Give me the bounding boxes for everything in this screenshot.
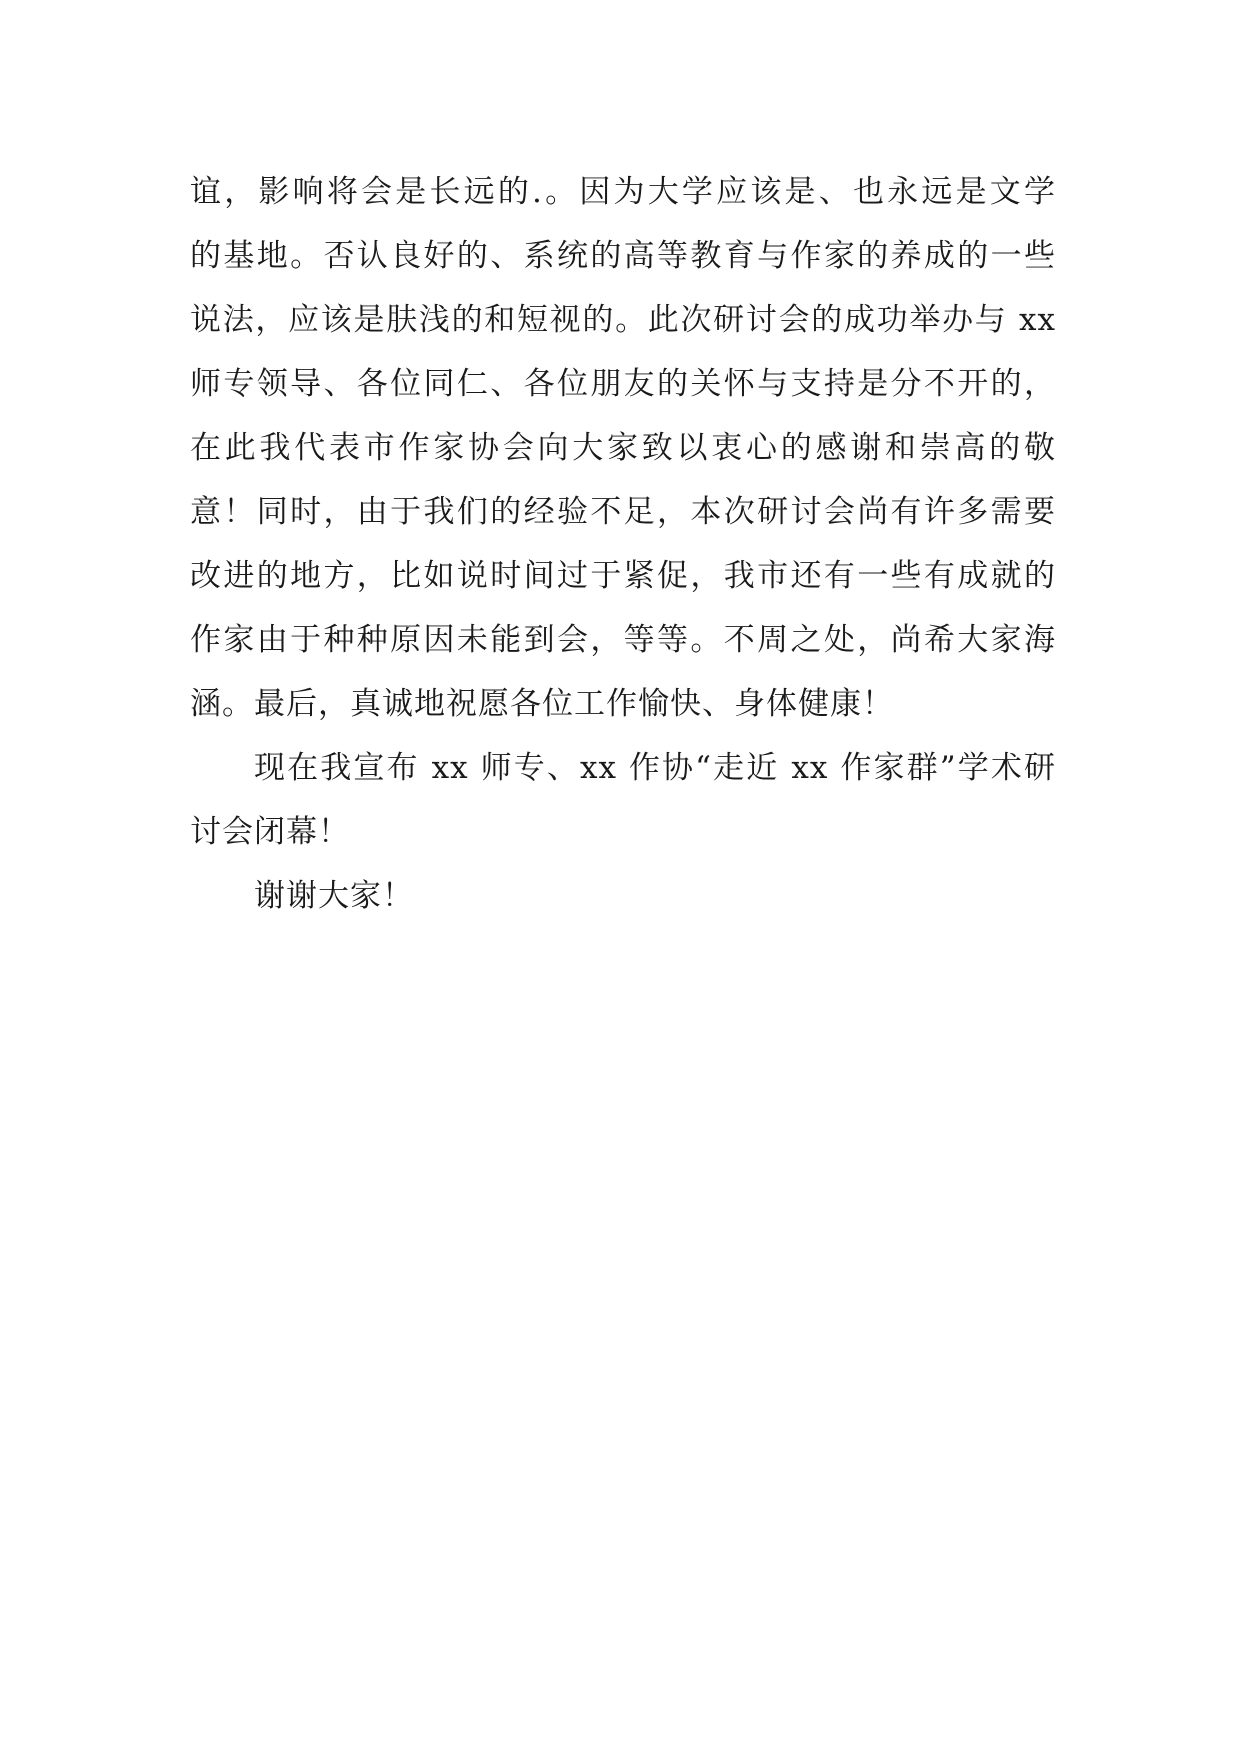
text-line: 讨会闭幕！ [190, 814, 350, 850]
text-line: 在此我代表市作家协会向大家致以衷心的感谢和崇高的敬 [190, 430, 1056, 466]
paragraph-thanks [190, 864, 1056, 928]
paragraph-announcement [190, 736, 1056, 864]
document-body [190, 160, 1056, 928]
text-line: 谊，影响将会是长远的.。因为大学应该是、也永远是文学 [190, 174, 1056, 210]
text-line: 现在我宣布 xx 师专、xx 作协“走近 xx 作家群”学术研 [254, 750, 1056, 786]
text-line: 作家由于种种原因未能到会，等等。不周之处，尚希大家海 [190, 622, 1056, 658]
text-line: 的基地。否认良好的、系统的高等教育与作家的养成的一些 [190, 238, 1056, 274]
text-line: 涵。最后，真诚地祝愿各位工作愉快、身体健康！ [190, 686, 894, 722]
text-line: 谢谢大家！ [254, 878, 414, 914]
text-line: 改进的地方，比如说时间过于紧促，我市还有一些有成就的 [190, 558, 1056, 594]
paragraph-closing-remarks [190, 160, 1056, 736]
text-line: 说法，应该是肤浅的和短视的。此次研讨会的成功举办与 xx [190, 302, 1056, 338]
text-line: 意！同时，由于我们的经验不足，本次研讨会尚有许多需要 [190, 494, 1056, 530]
text-line: 师专领导、各位同仁、各位朋友的关怀与支持是分不开的， [190, 366, 1056, 402]
